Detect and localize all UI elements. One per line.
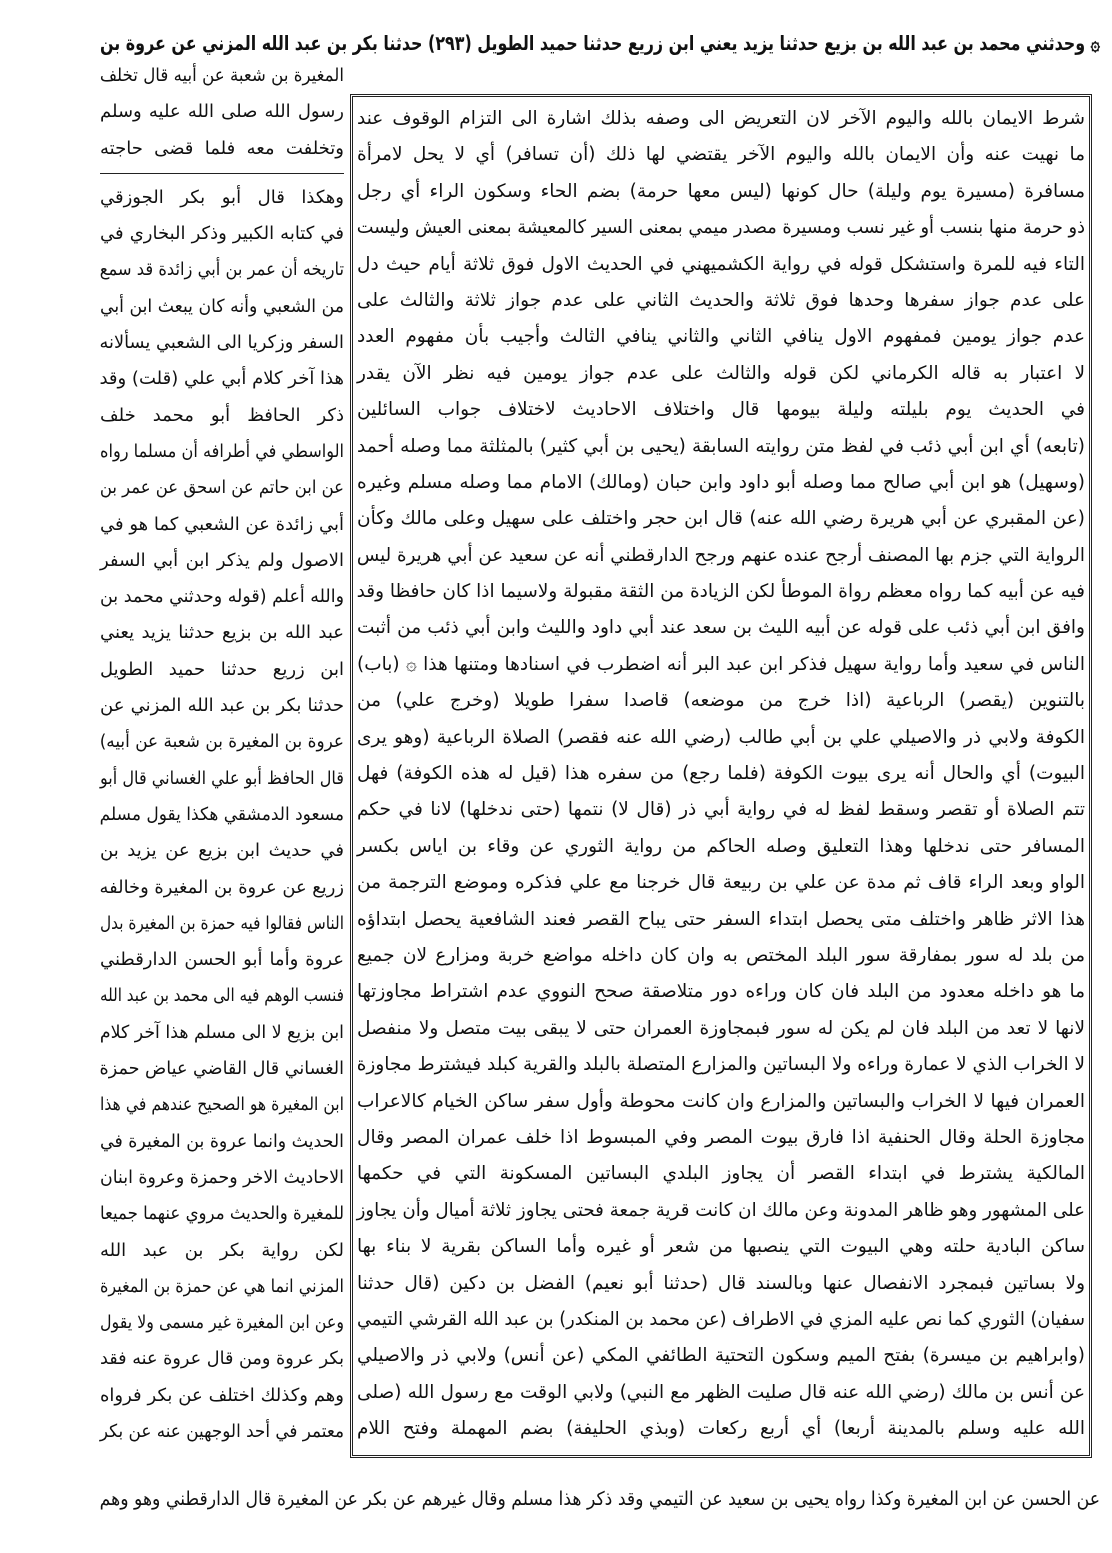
main-line: مجاوزة الحلة وقال الحنفية اذا فارق بيوت المصر وفي المبسوط اذا خلف عمران المصر وقال: [357, 1126, 1085, 1148]
side-line: فنسب الوهم فيه الى محمد بن عبد الله: [100, 985, 344, 1007]
side-line: الواسطي في أطرافه أن مسلما رواه: [100, 440, 344, 462]
side-line: المغيرة بن شعبة عن أبيه قال تخلف: [99, 65, 344, 86]
main-line: الكوفة ولابي ذر والاصيلي علي بن أبي طالب (رضي الله عنه فقصر) الصلاة الرباعية (وهو يرى: [357, 726, 1085, 748]
footer-line: عن الحسن عن ابن المغيرة وكذا رواه يحيى بن سعيد عن التيمي وقد ذكر هذا مسلم وقال غيرهم عن بكر عن المغيرة قال الدارقطني وهو وهم: [99, 1488, 1100, 1510]
side-line: ابن المغيرة هو الصحيح عندهم في هذا: [100, 1094, 344, 1116]
side-line: قال الحافظ أبو علي الغساني قال أبو: [100, 767, 344, 789]
main-line: مسافرة (مسيرة يوم وليلة) حال كونها (ليس معها حرمة) بضم الحاء وسكون الراء أي رجل: [357, 180, 1085, 202]
side-line: وهكذا قال أبو بكر الجوزقي: [100, 186, 344, 208]
side-line: ابن زريع حدثنا حميد الطويل: [100, 658, 344, 680]
side-line: زريع عن عروة بن المغيرة وخالفه: [99, 876, 344, 898]
main-line: البيوت) أي والحال أنه يرى بيوت الكوفة (فلما رجع) من سفره هذا (قيل له هذه الكوفة) فهل: [357, 763, 1085, 785]
main-line: الواو وبعد الراء قاف ثم مدة عن علي بن ربيعة قال خرجنا مع علي فذكره وموضع الترجمة من: [357, 872, 1085, 894]
main-line: لا الخراب الذي لا عمارة وراءه ولا البساتين والمزارع المتصلة بالبلد والقرية كبلد فيشترط مجاوزة: [356, 1054, 1086, 1076]
main-line: ذو حرمة منها بنسب أو غير نسب ومسيرة مصدر ميمي بمعنى السير كالمعيشة بمعنى العيش وليست: [356, 217, 1086, 239]
main-line: بالتنوين (يقصر) الرباعية (اذا خرج من موضعه) قاصدا سفرا طويلا (وخرج علي) من: [357, 690, 1085, 712]
side-line: بكر عروة ومن قال عروة عنه فقد: [100, 1348, 344, 1370]
main-line: (تابعه) أي ابن أبي ذئب في لفظ متن روايته السابقة (يحيى بن أبي كثير) بالمثلثة مما وصله أحمد: [357, 435, 1085, 457]
side-line: في كتابه الكبير وذكر البخاري في: [100, 223, 344, 245]
main-line: في الحديث يوم بليلته وليلة بيومها قال واختلاف الاحاديث لاختلاف جواب السائلين: [357, 399, 1085, 421]
side-line: عروة بن المغيرة بن شعبة عن أبيه): [99, 731, 344, 753]
main-line: الله عليه وسلم بالمدينة أربعا) أي أربع ركعات (وبذي الحليفة) بضم المهملة وفتح اللام: [357, 1418, 1085, 1440]
main-line: ساكن البادية حلته وهي البيوت التي ينصبها من شعر أو غيره وأما الساكن بقرية لا بناء بها: [357, 1236, 1085, 1258]
main-line: على عدم جواز سفرها وحدها فوق ثلاثة والحديث الثاني على عدم جواز ثلاثة والثالث على: [357, 289, 1085, 311]
side-line: المزني انما هي عن حمزة بن المغيرة: [100, 1275, 344, 1297]
main-line: سفيان) الثوري كما نص عليه المزي في الاطراف (عن محمد بن المنكدر) بن عبد الله القرشي التيمي: [357, 1308, 1085, 1330]
main-line: المسافر حتى ندخلها وهذا التعليق وصله الحاكم من رواية الثوري عن وقاء بن اياس بكسر: [357, 835, 1085, 857]
main-line: لا اعتبار به قاله الكرماني لكن قوله والثالث على عدم جواز يومين فيه نظر الآن يقدر: [357, 362, 1085, 384]
side-line: الاحاديث الاخر وحمزة وعروة ابنان: [99, 1166, 345, 1188]
main-line: فيه عن أبيه كما رواه معظم رواة الموطأ لكن الزيادة من الثقة مقبولة ولاسيما اذا كان حافظا وقد: [356, 581, 1085, 603]
column-divider: [100, 173, 344, 174]
side-line: الغساني قال القاضي عياض حمزة: [99, 1058, 345, 1080]
header-text-after: حدثنا بكر بن عبد الله المزني عن عروة بن: [99, 31, 423, 55]
side-line: هذا آخر كلام أبي علي (قلت) وقد: [99, 368, 344, 390]
main-line: عدم جواز يومين فمفهوم الاول ينافي الثاني والثاني ينافي الثالث وأجيب بأن مفهوم العدد: [357, 326, 1085, 348]
main-line: شرط الايمان بالله واليوم الآخر لان التعريض الى وصفه بذلك اشارة الى التزام الوقوف عند: [357, 108, 1085, 129]
side-line: في حديث ابن بزيع عن يزيد بن: [100, 840, 344, 862]
side-line: عن ابن حاتم عن اسحق عن عمر بن: [99, 477, 345, 499]
side-line: والله أعلم (قوله وحدثني محمد بن: [100, 586, 344, 608]
side-line: وتخلفت معه فلما قضى حاجته: [100, 137, 344, 159]
side-line: لكن رواية بكر بن عبد الله: [100, 1239, 344, 1261]
side-line: وعن ابن المغيرة غير مسمى ولا يقول: [100, 1312, 344, 1334]
side-line: ذكر الحافظ أبو محمد خلف: [100, 404, 344, 426]
side-line: الحديث وانما عروة بن المغيرة في: [100, 1130, 344, 1152]
main-line: وافق ابن أبي ذئب على قوله عن أبيه الليث بن سعد عند أبي داود والليث وابن أبي ذئب من أثبت: [357, 617, 1085, 639]
header-text-before: ۞ وحدثني محمد بن عبد الله بن بزيع حدثنا يزيد يعني ابن زريع حدثنا حميد الطويل: [477, 31, 1101, 55]
main-line: عن أنس بن مالك (رضي الله عنه قال صليت الظهر مع النبي) ولابي الوقت مع رسول الله (صلى: [357, 1381, 1085, 1403]
side-line: الاصول ولم يذكر ابن أبي السفر: [100, 549, 344, 571]
running-header: [100, 26, 1100, 60]
side-line: مسعود الدمشقي هكذا يقول مسلم: [99, 803, 345, 825]
main-line: الناس في سعيد وأما رواية سهيل فذكر ابن عبد البر أنه اضطرب في اسنادها ومتنها هذا ۞ (باب): [357, 653, 1085, 675]
side-line: الناس فقالوا فيه حمزة بن المغيرة بدل: [100, 912, 344, 934]
main-line: ولا بساتين فبمجرد الانفصال عنها وبالسند قال (حدثنا أبو نعيم) الفضل بن دكين (قال حدثنا: [357, 1272, 1085, 1294]
main-line: (وابراهيم بن ميسرة) بفتح الميم وسكون التحتية الطائفي المكي (عن أنس) ولابي ذر والاصيلي: [357, 1345, 1085, 1367]
side-line: معتمر في أحد الوجهين عنه عن بكر: [99, 1420, 344, 1442]
main-line: العمران فيها لا الخراب والبساتين والمزارع وان كانت محوطة وأول سفر ساكن الخيام كالاعراب: [357, 1090, 1085, 1112]
side-line: وهم وكذلك اختلف عن بكر فرواه: [100, 1384, 344, 1406]
side-line: من الشعبي وأنه كان يبعث ابن أبي: [100, 295, 344, 317]
main-line: ما هو داخله معدود من البلد فان كان وراءه دور متلاصقة صحح النووي عدم اشتراط مجاوزتها: [357, 981, 1085, 1003]
main-line: هذا الاثر ظاهر واختلف متى يحصل ابتداء السفر حتى يباح القصر فعند الشافعية يحصل ابتداؤه: [357, 908, 1085, 930]
side-commentary-column: [100, 58, 344, 1463]
side-line: ابن بزيع لا الى مسلم هذا آخر كلام: [99, 1021, 345, 1043]
side-line: السفر وزكريا الى الشعبي يسألانه: [99, 332, 344, 354]
side-line: حدثنا بكر بن عبد الله المزني عن: [100, 695, 344, 717]
main-line: لانها لا تعد من البلد فان لم يكن له سور فبمجاوزة العمران حتى لا يبقى بيت متصل ولا منفصل: [357, 1017, 1085, 1039]
page-number: (٢٩٣): [428, 31, 472, 55]
side-line: تاريخه أن عمر بن أبي زائدة قد سمع: [99, 259, 345, 281]
side-line: رسول الله صلى الله عليه وسلم: [100, 101, 344, 123]
main-line: (وسهيل) هو ابن أبي صالح مما وصله أبو داود وابن حبان (ومالك) الامام مما وصله مسلم وغيره: [357, 471, 1085, 493]
main-line: من بلد له سور بمفارقة سور البلد المختص به وان كان داخله مواضع خربة ومزارع لان جميع: [357, 944, 1085, 966]
main-line: (عن المقبري عن أبي هريرة رضي الله عنه) قال ابن حجر واختلف على سهيل وعلى مالك وكأن: [357, 508, 1085, 530]
main-line: المالكية يشترط في ابتداء القصر أن يجاوز البلدي البساتين المسكونة التي في حكمها: [357, 1163, 1085, 1185]
main-line: التاء فيه للمرة واستشكل قوله في رواية الكشميهني في الحديث الاول فوق ثلاثة أيام حيث دل: [357, 253, 1085, 275]
side-line: أبي زائدة عن الشعبي كما هو في: [100, 513, 344, 535]
main-line: تتم الصلاة أو تقصر وسقط لفظ له في رواية أبي ذر (قال لا) نتمها (حتى ندخلها) لانا في حكم: [357, 799, 1085, 821]
main-commentary-box: [350, 94, 1092, 1458]
main-line: ما نهيت عنه وأن الايمان بالله واليوم الآخر يقتضي لها ذلك (أن تسافر) أي لا يحل لامرأة: [357, 144, 1085, 166]
main-line: على المشهور وهو ظاهر المدونة وعن مالك ان كانت قرية جمعة فحتى يجاوز ثلاثة أميال وأن يجاوز: [356, 1199, 1086, 1221]
main-line: الرواية التي جزم بها المصنف أرجح عنده عنهم ورجح الدارقطني أنه عن سعيد عن أبي هريرة ليس: [356, 544, 1085, 566]
side-line: للمغيرة والحديث مروي عنهما جميعا: [100, 1203, 344, 1225]
side-line: عروة وأما أبو الحسن الدارقطني: [100, 949, 344, 971]
side-line: عبد الله بن بزيع حدثنا يزيد يعني: [100, 622, 344, 644]
